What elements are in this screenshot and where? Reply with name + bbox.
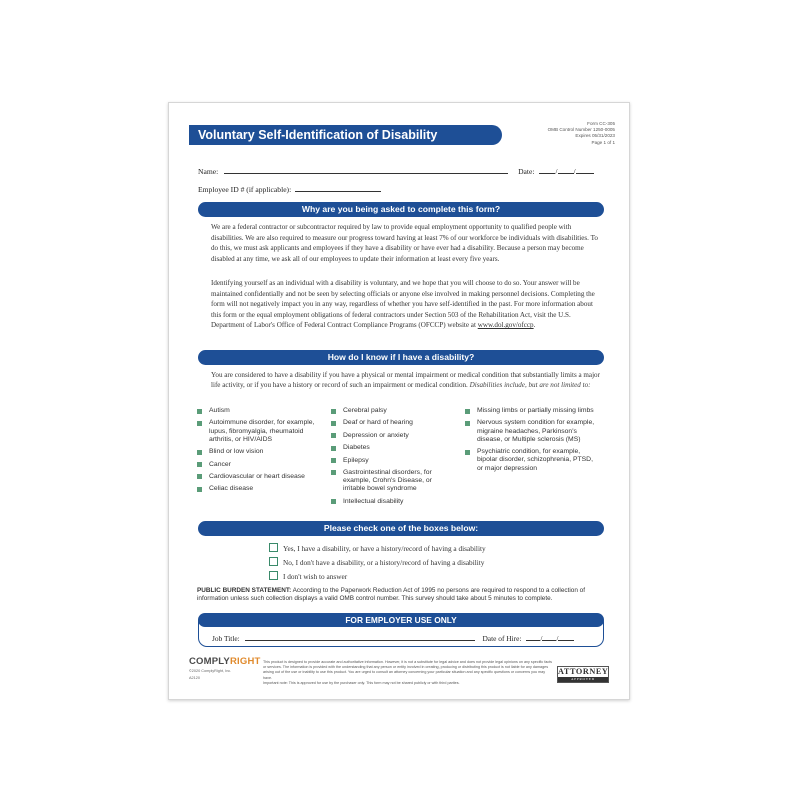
how-intro	[211, 370, 601, 390]
bullet-square-icon	[197, 462, 202, 467]
bullet-square-icon	[331, 470, 336, 475]
hire-year-field[interactable]	[558, 632, 574, 641]
bullet-square-icon	[465, 421, 470, 426]
bullet-square-icon	[197, 487, 202, 492]
bullet-square-icon	[331, 458, 336, 463]
ofccp-link[interactable]: www.dol.gov/ofccp	[477, 321, 534, 330]
name-field[interactable]	[224, 165, 508, 174]
disability-list-col1	[197, 407, 315, 498]
employer-fields	[212, 632, 574, 643]
bullet-square-icon	[331, 409, 336, 414]
bullet-square-icon	[197, 450, 202, 455]
job-title-field[interactable]	[245, 632, 475, 641]
date-day-field[interactable]	[558, 165, 574, 174]
bullet-square-icon	[197, 409, 202, 414]
list-item: Epilepsy	[331, 457, 449, 465]
hire-day-field[interactable]	[542, 632, 559, 643]
section-heading-check: Please check one of the boxes below:	[198, 521, 604, 536]
expiration-date: Expires 05/31/2023	[575, 133, 615, 139]
employee-id-row	[198, 183, 381, 194]
bullet-square-icon	[331, 421, 336, 426]
list-item: Cardiovascular or heart disease	[197, 473, 315, 481]
page-number: Page 1 of 1	[591, 139, 615, 145]
usage-note: Important note: This is approved for use by the purchaser only. This form may not be shared publicly or with third parties.	[263, 680, 460, 685]
form-info	[548, 121, 615, 146]
form-title: Voluntary Self-Identification of Disability	[189, 125, 502, 145]
disability-list-col3	[465, 407, 597, 477]
date-month-field[interactable]	[539, 165, 558, 176]
option-no-answer[interactable]: I don't wish to answer	[269, 571, 347, 581]
date-separator: /	[540, 634, 543, 643]
bullet-square-icon	[465, 409, 470, 414]
list-item: Intellectual disability	[331, 498, 449, 506]
attorney-approved-badge: ATTORNEY APPROVED	[558, 667, 609, 681]
checkbox-yes[interactable]	[269, 543, 278, 552]
list-item: Celiac disease	[197, 485, 315, 493]
date-label: Date:	[518, 167, 535, 176]
form-number: Form CC-305	[587, 121, 615, 126]
date-separator: /	[573, 167, 576, 176]
why-paragraph-1: We are a federal contractor or subcontractor required by law to provide equal employment opportunity to qualified people with disabilities. We are also required to measure our progress toward having at least 7% of our workforce be individuals with disabilities. To do this, we must ask applicants and employees if they have a disability or have ever had a disability. Because a person may become disabled at any time, we ask all of our employees to update their information at least every five years.	[211, 223, 598, 263]
section-heading-how: How do I know if I have a disability?	[198, 350, 604, 365]
public-burden-statement	[197, 587, 607, 603]
section-heading-why: Why are you being asked to complete this form?	[198, 202, 604, 217]
disclaimer-text: This product is designed to provide accurate and authoritative information. However, it is not a substitute for legal advice and does not provide legal opinions on any specific facts or services. The information is provided with the understanding that any person or entity involved in creating, producing or distributing this product is not liable for any damages arising out of the use or inability to use this product. You are urged to consult an attorney concerning your particular situation and any specific questions or concerns you may have.	[263, 660, 553, 680]
date-separator: /	[555, 167, 558, 176]
employee-id-label: Employee ID # (if applicable):	[198, 185, 292, 194]
option-yes[interactable]: Yes, I have a disability, or have a history/record of having a disability	[269, 543, 486, 553]
list-item: Cancer	[197, 461, 315, 469]
bullet-square-icon	[331, 499, 336, 504]
bullet-square-icon	[331, 433, 336, 438]
job-title-label: Job Title:	[212, 634, 240, 643]
omb-control-number: OMB Control Number 1250-0005	[547, 127, 615, 133]
date-separator: /	[556, 634, 559, 643]
list-item: Gastrointestinal disorders, for example, Crohn's Disease, or irritable bowel syndrome	[331, 469, 449, 494]
checkbox-no-answer[interactable]	[269, 571, 278, 580]
bullet-square-icon	[197, 474, 202, 479]
employer-heading: FOR EMPLOYER USE ONLY	[198, 613, 604, 627]
list-item: Autism	[197, 407, 315, 415]
disability-list-col2	[331, 407, 449, 510]
list-item: Psychiatric condition, for example, bipolar disorder, schizophrenia, PTSD, or major depression	[465, 448, 597, 473]
checkbox-no[interactable]	[269, 557, 278, 566]
why-paragraph-2: Identifying yourself as an individual with a disability is voluntary, and we hope that you will choose to do so. Your answer will be maintained confidentially and not be seen by selecting officials or anyone else involved in making personnel decisions. Completing the form will not negatively impact you in any way, regardless of whether you have self-identified in the past. For more information about this form or the equal employment obligations of federal contractors under Section 503 of the Rehabilitation Act, visit the U.S. Department of Labor's Office of Federal Contract Compliance Programs (OFCCP) website at www.dol.gov/ofccp.	[211, 279, 595, 330]
burden-text: According to the Paperwork Reduction Act of 1995 no persons are required to respond to a collection of information unless such collection displays a valid OMB control number. This survey should take about 5 minutes to complete.	[197, 587, 586, 602]
bullet-square-icon	[331, 446, 336, 451]
name-label: Name:	[198, 167, 219, 176]
bullet-square-icon	[465, 450, 470, 455]
burden-label: PUBLIC BURDEN STATEMENT:	[197, 587, 292, 594]
copyright: ©2020 ComplyRight, Inc.	[189, 669, 232, 673]
name-date-row	[198, 165, 594, 176]
product-code: A2120	[189, 676, 200, 680]
why-paragraph-2-text: Identifying yourself as an individual with a disability is voluntary, and we hope that you will choose to do so. Your answer will be maintained confidentially and not be seen by selecting officials or anyone else involved in making personnel decisions. Completing the form will not negatively impact you in any way, regardless of whether you have self-identified in the past. For more information about this form or the equal employment obligations of federal contractors under Section 503 of the Rehabilitation Act, visit the U.S. Department of Labor's Office of Federal Contract Compliance Programs (OFCCP) website at	[211, 279, 595, 330]
form-page	[168, 102, 630, 700]
list-item: Blind or low vision	[197, 448, 315, 456]
option-no[interactable]: No, I don't have a disability, or a history/record of having a disability	[269, 557, 484, 567]
fine-print	[263, 660, 555, 686]
date-year-field[interactable]	[573, 165, 594, 176]
bullet-square-icon	[197, 421, 202, 426]
list-item: Autoimmune disorder, for example, lupus, fibromyalgia, rheumatoid arthritis, or HIV/AIDS	[197, 419, 315, 444]
date-of-hire-label: Date of Hire:	[482, 634, 522, 643]
how-intro-text: You are considered to have a disability if you have a physical or mental impairment or medical condition that substantially limits a major life activity, or if you have a history or record of such an impairment or medical condition.	[211, 371, 600, 390]
hire-month-field[interactable]	[526, 632, 543, 643]
employee-id-field[interactable]	[295, 183, 381, 192]
list-item: Depression or anxiety	[331, 432, 449, 440]
list-item: Missing limbs or partially missing limbs	[465, 407, 597, 415]
list-item: Cerebral palsy	[331, 407, 449, 415]
list-item: Nervous system condition for example, migraine headaches, Parkinson's disease, or Multiple sclerosis (MS)	[465, 419, 597, 444]
logo-wordmark: COMPLYRIGHT	[189, 656, 261, 667]
complyright-logo	[189, 656, 261, 681]
how-intro-italic: Disabilities include, but are not limited to:	[469, 381, 591, 390]
list-item: Deaf or hard of hearing	[331, 419, 449, 427]
employer-use-box	[198, 613, 604, 647]
list-item: Diabetes	[331, 444, 449, 452]
